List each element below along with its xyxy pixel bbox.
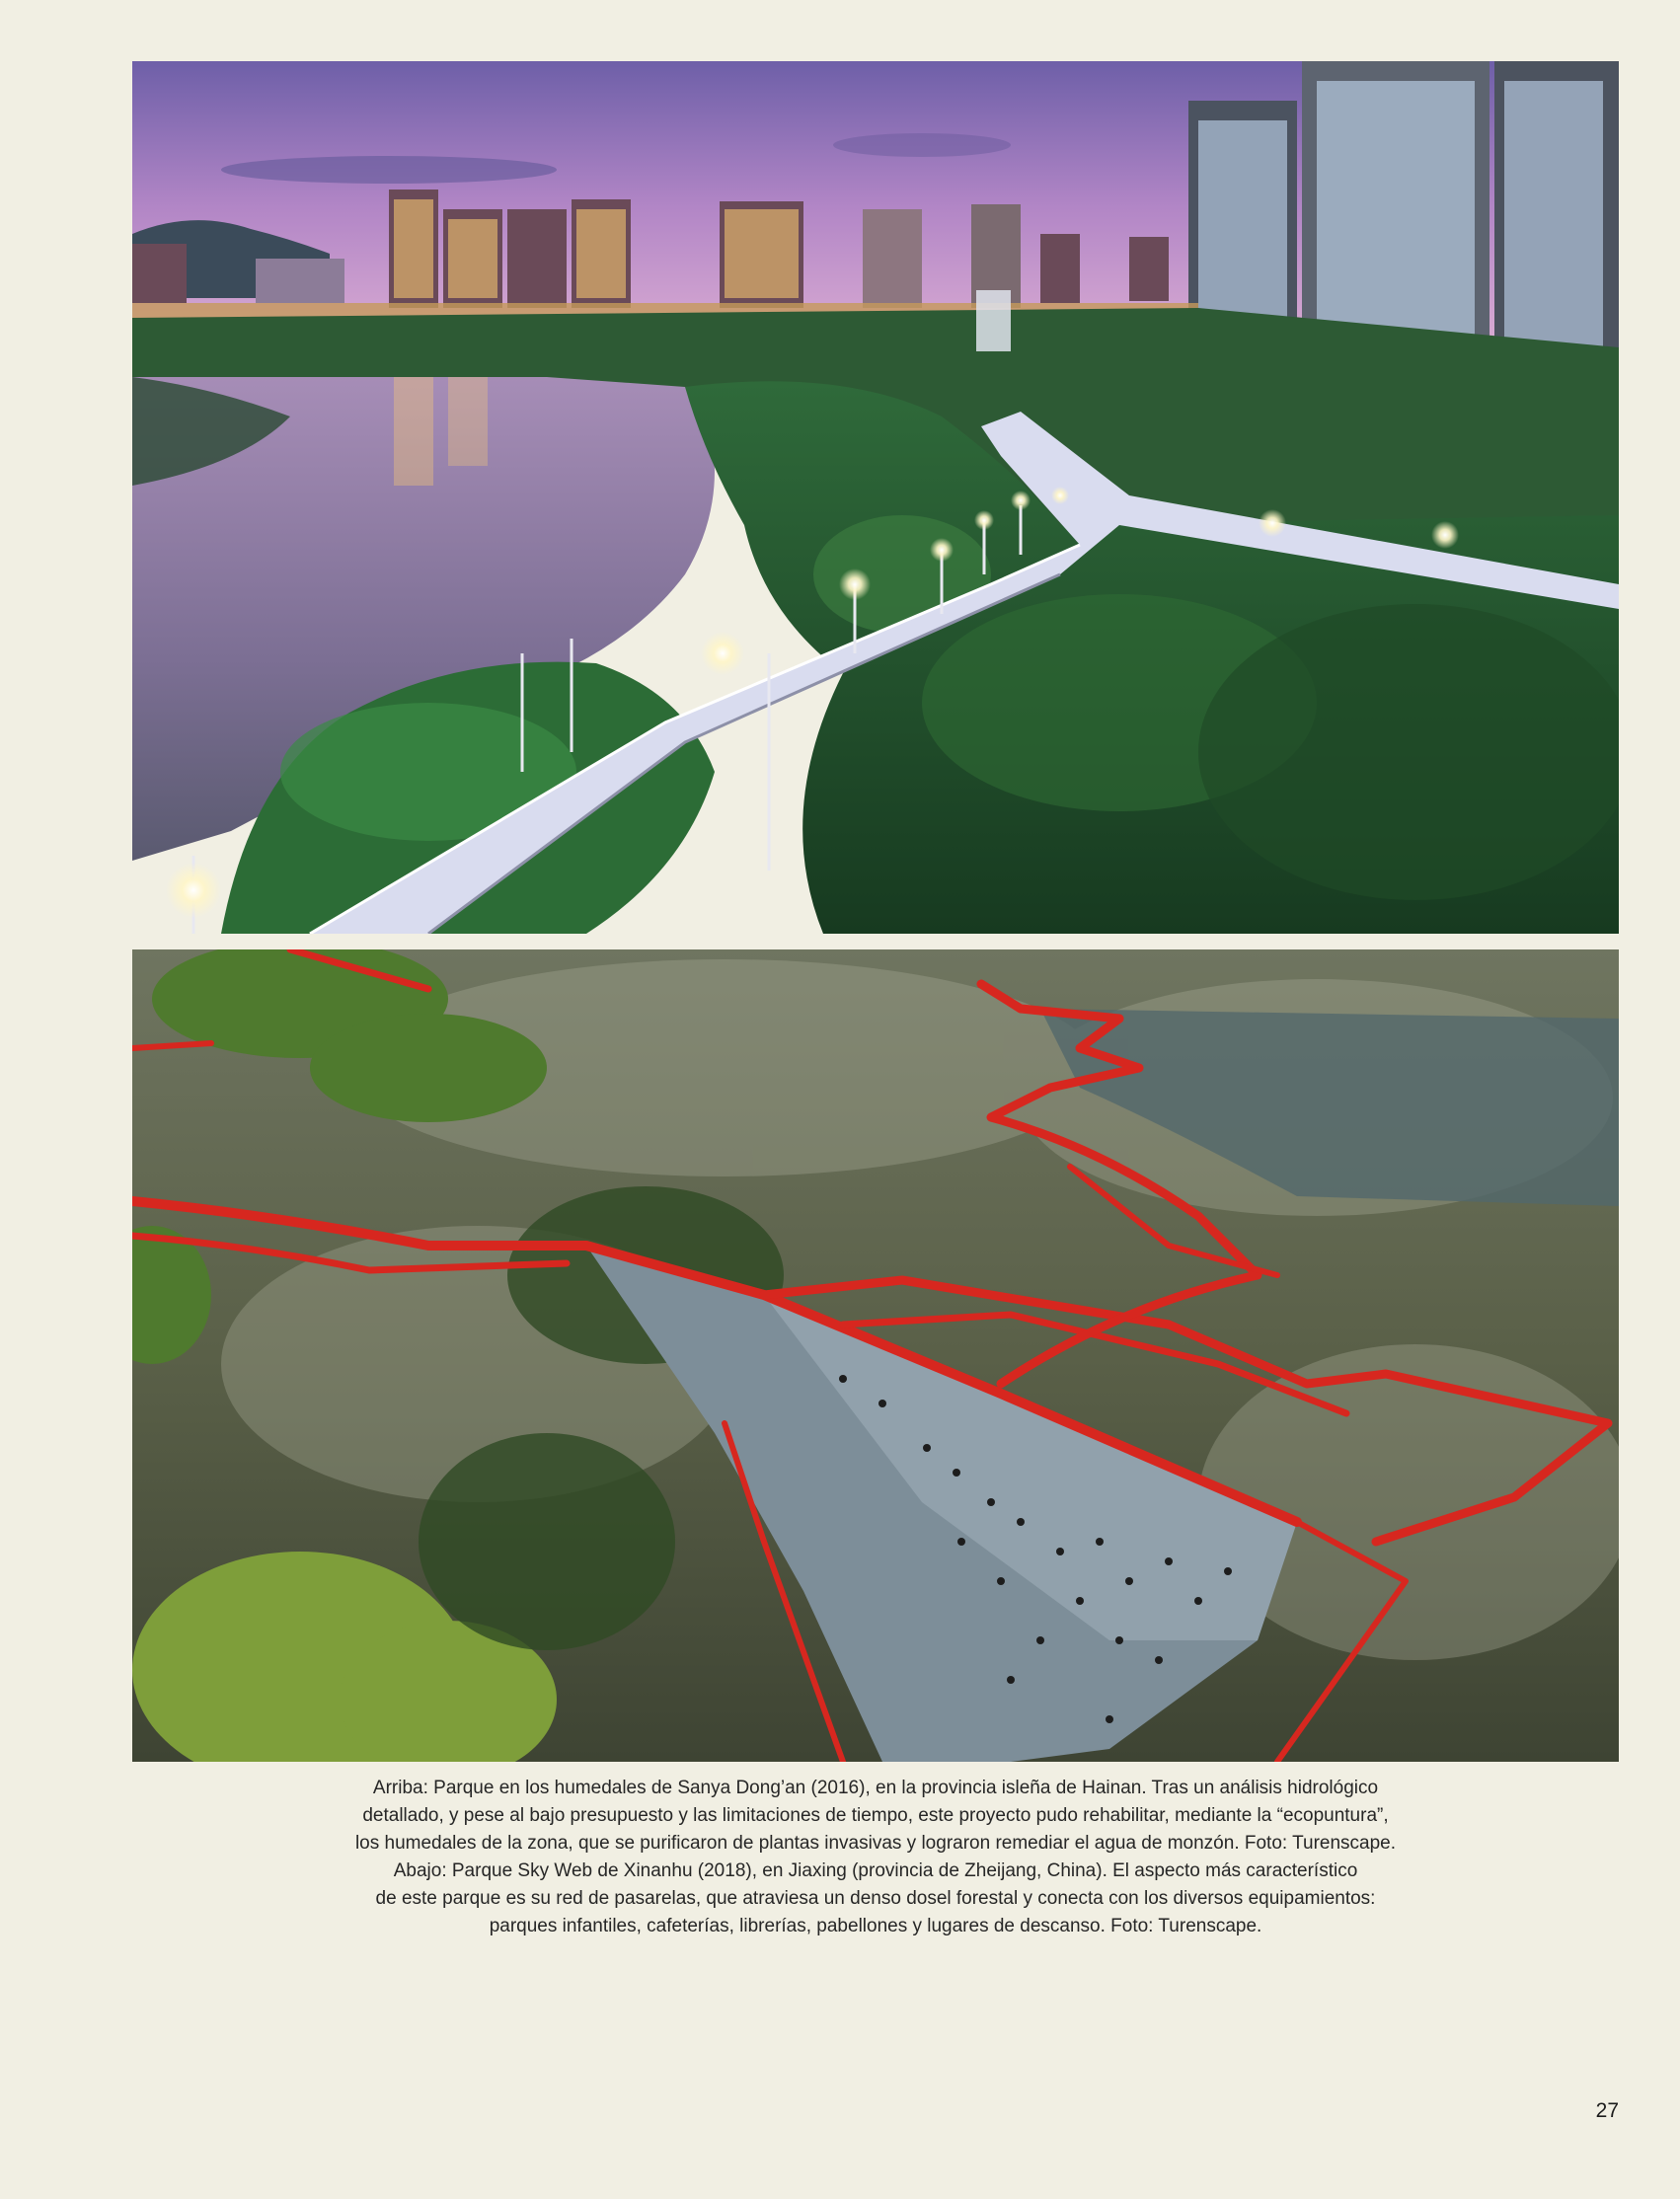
caption-line: de este parque es su red de pasarelas, que atraviesa un denso dosel forestal y conecta con los diversos equipamientos:	[375, 1888, 1376, 1909]
xinanhu-sky-web-image	[132, 949, 1619, 1762]
caption-line: los humedales de la zona, que se purificaron de plantas invasivas y lograron remediar el agua de monzón. Foto: Turenscape.	[354, 1833, 1397, 1854]
caption-line: parques infantiles, cafeterías, librerías, pabellones y lugares de descanso. Foto: Turenscape.	[489, 1916, 1262, 1936]
photo-xinanhu-sky-web-park	[132, 949, 1619, 1762]
caption-line: detallado, y pese al bajo presupuesto y las limitaciones de tiempo, este proyecto pudo rehabilitar, mediante la “ecopuntura”,	[362, 1805, 1389, 1826]
photo-sanya-wetland-park	[132, 61, 1619, 934]
sanya-wetland-image	[132, 61, 1619, 934]
photo-caption	[132, 1775, 1619, 1940]
caption-line: Abajo: Parque Sky Web de Xinanhu (2018), en Jiaxing (provincia de Zheijang, China). El aspecto más característico	[393, 1860, 1358, 1881]
caption-line: Arriba: Parque en los humedales de Sanya Dong’an (2016), en la provincia isleña de Hainan. Tras un análisis hidrológico	[372, 1778, 1379, 1798]
page-number: 27	[1595, 2099, 1619, 2122]
